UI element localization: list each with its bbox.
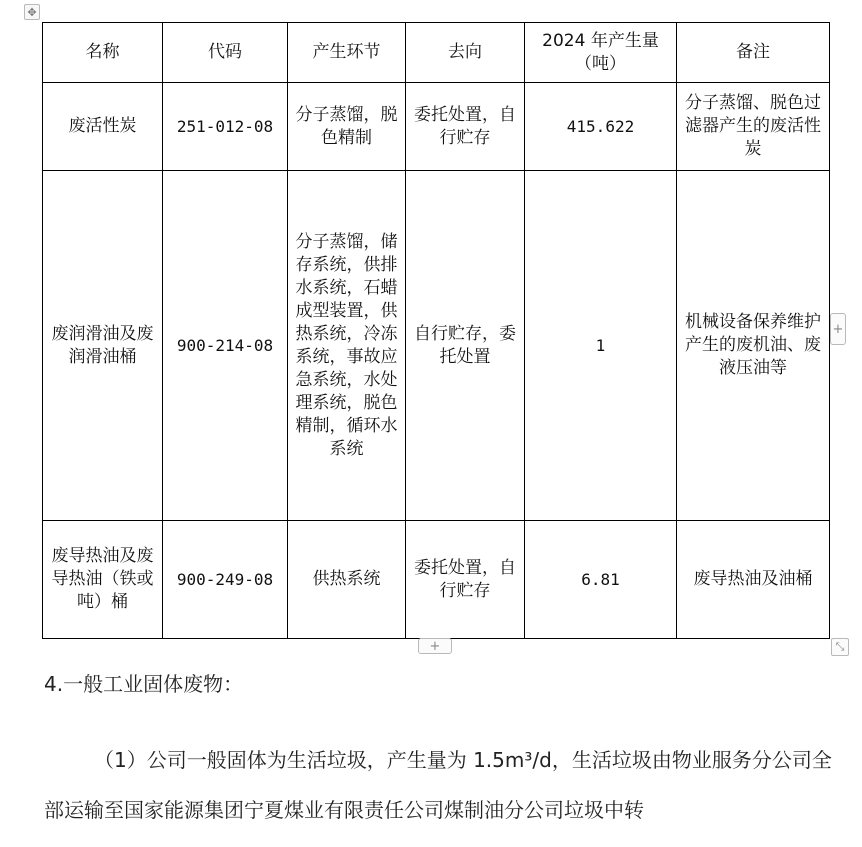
cell-destination: 自行贮存，委托处置 [406,171,525,521]
cell-amount: 6.81 [525,521,677,639]
cell-amount: 415.622 [525,83,677,171]
cell-code: 900-249-08 [163,521,288,639]
cell-note: 机械设备保养维护产生的废机油、废液压油等 [677,171,830,521]
table-row [43,521,830,639]
section-heading: 4.一般工业固体废物： [44,672,244,696]
table-row [43,83,830,171]
table-header-row [43,23,830,83]
cell-note: 废导热油及油桶 [677,521,830,639]
cell-amount: 1 [525,171,677,521]
table-resize-icon[interactable]: ⤡ [831,638,849,656]
cell-stage: 供热系统 [288,521,406,639]
table-move-icon[interactable]: ✥ [24,4,40,20]
header-name: 名称 [43,23,163,83]
cell-stage: 分子蒸馏，储存系统，供排水系统，石蜡成型装置，供热系统，冷冻系统，事故应急系统，水处理系统，脱色精制，循环水系统 [288,171,406,521]
header-stage: 产生环节 [288,23,406,83]
cell-stage: 分子蒸馏，脱色精制 [288,83,406,171]
header-code: 代码 [163,23,288,83]
body-paragraph: （1）公司一般固体为生活垃圾，产生量为 1.5m³/d，生活垃圾由物业服务分公司全部运输至国家能源集团宁夏煤业有限责任公司煤制油分公司垃圾中转 [44,748,832,822]
cell-note: 分子蒸馏、脱色过滤器产生的废活性炭 [677,83,830,171]
cell-code: 900-214-08 [163,171,288,521]
header-amount: 2024 年产生量（吨） [525,23,677,83]
cell-name: 废导热油及废导热油（铁或吨）桶 [43,521,163,639]
cell-code: 251-012-08 [163,83,288,171]
table-row [43,171,830,521]
hazardous-waste-table [42,22,830,639]
add-row-plus-icon[interactable]: + [418,638,452,654]
add-column-plus-icon[interactable]: + [830,313,846,345]
header-destination: 去向 [406,23,525,83]
cell-name: 废润滑油及废润滑油桶 [43,171,163,521]
cell-destination: 委托处置，自行贮存 [406,521,525,639]
cell-name: 废活性炭 [43,83,163,171]
header-note: 备注 [677,23,830,83]
cell-destination: 委托处置，自行贮存 [406,83,525,171]
